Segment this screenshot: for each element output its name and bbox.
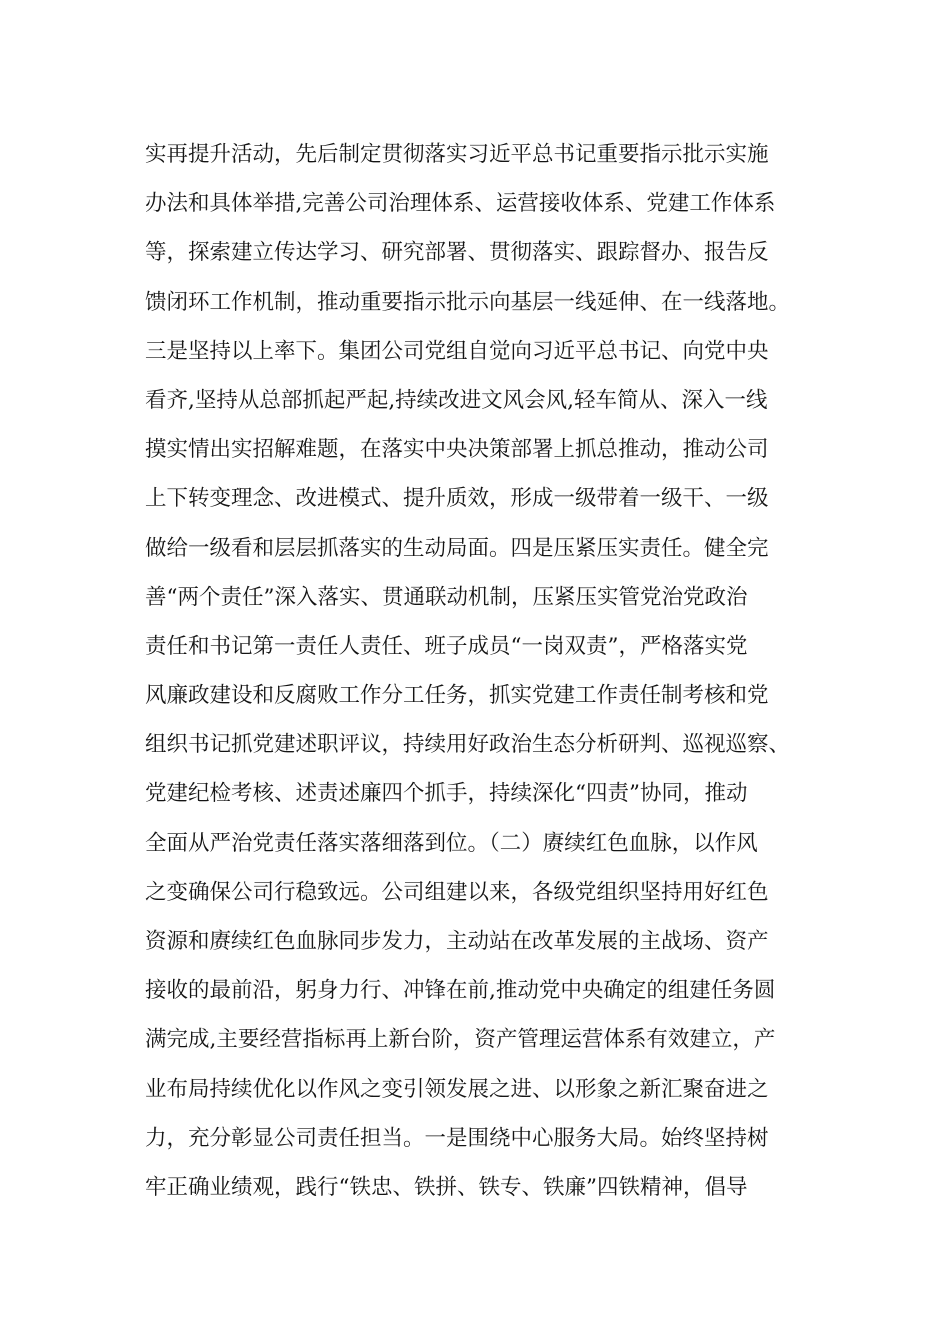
text-line: 善“两个责任”深入落实、贯通联动机制，压紧压实管党治党政治 [145,584,748,610]
text-line: 等，探索建立传达学习、研究部署、贯彻落实、跟踪督办、报告反 [145,240,769,266]
text-line: 风廉政建设和反腐败工作分工任务，抓实党建工作责任制考核和党 [145,683,769,709]
text-line: 接收的最前沿，躬身力行、冲锋在前,推动党中央确定的组建任务圆 [145,978,776,1004]
text-line: 摸实情出实招解难题，在落实中央决策部署上抓总推动，推动公司 [145,437,769,463]
text-line: 全面从严治党责任落实落细落到位。（二）赓续红色血脉，以作风 [145,830,758,856]
text-line: 做给一级看和层层抓落实的生动局面。四是压紧压实责任。健全完 [145,535,769,561]
text-line: 资源和赓续红色血脉同步发力，主动站在改革发展的主战场、资产 [145,929,769,954]
text-line: 实再提升活动，先后制定贯彻落实习近平总书记重要指示批示实施 [145,142,769,167]
text-line: 力，充分彰显公司责任担当。一是围绕中心服务大局。始终坚持树 [145,1125,769,1151]
text-line: 业布局持续优化以作风之变引领发展之进、以形象之新汇聚奋进之 [145,1076,769,1102]
text-line: 责任和书记第一责任人责任、班子成员“一岗双责”，严格落实党 [145,633,748,659]
text-line: 办法和具体举措,完善公司治理体系、运营接收体系、党建工作体系 [145,191,776,217]
text-line: 之变确保公司行稳致远。公司组建以来，各级党组织坚持用好红色 [145,879,769,905]
text-line: 看齐,坚持从总部抓起严起,持续改进文风会风,轻车简从、深入一线 [145,387,768,413]
text-line: 上下转变理念、改进模式、提升质效，形成一级带着一级干、一级 [145,486,769,512]
text-line: 满完成,主要经营指标再上新台阶，资产管理运营体系有效建立，产 [145,1027,776,1053]
body-text [145,130,845,1212]
text-line: 馈闭环工作机制，推动重要指示批示向基层一线延伸、在一线落地。 [145,289,791,315]
text-line: 三是坚持以上率下。集团公司党组自觉向习近平总书记、向党中央 [145,338,769,364]
text-line: 组织书记抓党建述职评议，持续用好政治生态分析研判、巡视巡察、 [145,732,791,758]
text-line: 党建纪检考核、述责述廉四个抓手，持续深化“四责”协同，推动 [145,781,748,807]
text-line: 牢正确业绩观，践行“铁忠、铁拼、铁专、铁廉”四铁精神，倡导 [145,1174,748,1200]
